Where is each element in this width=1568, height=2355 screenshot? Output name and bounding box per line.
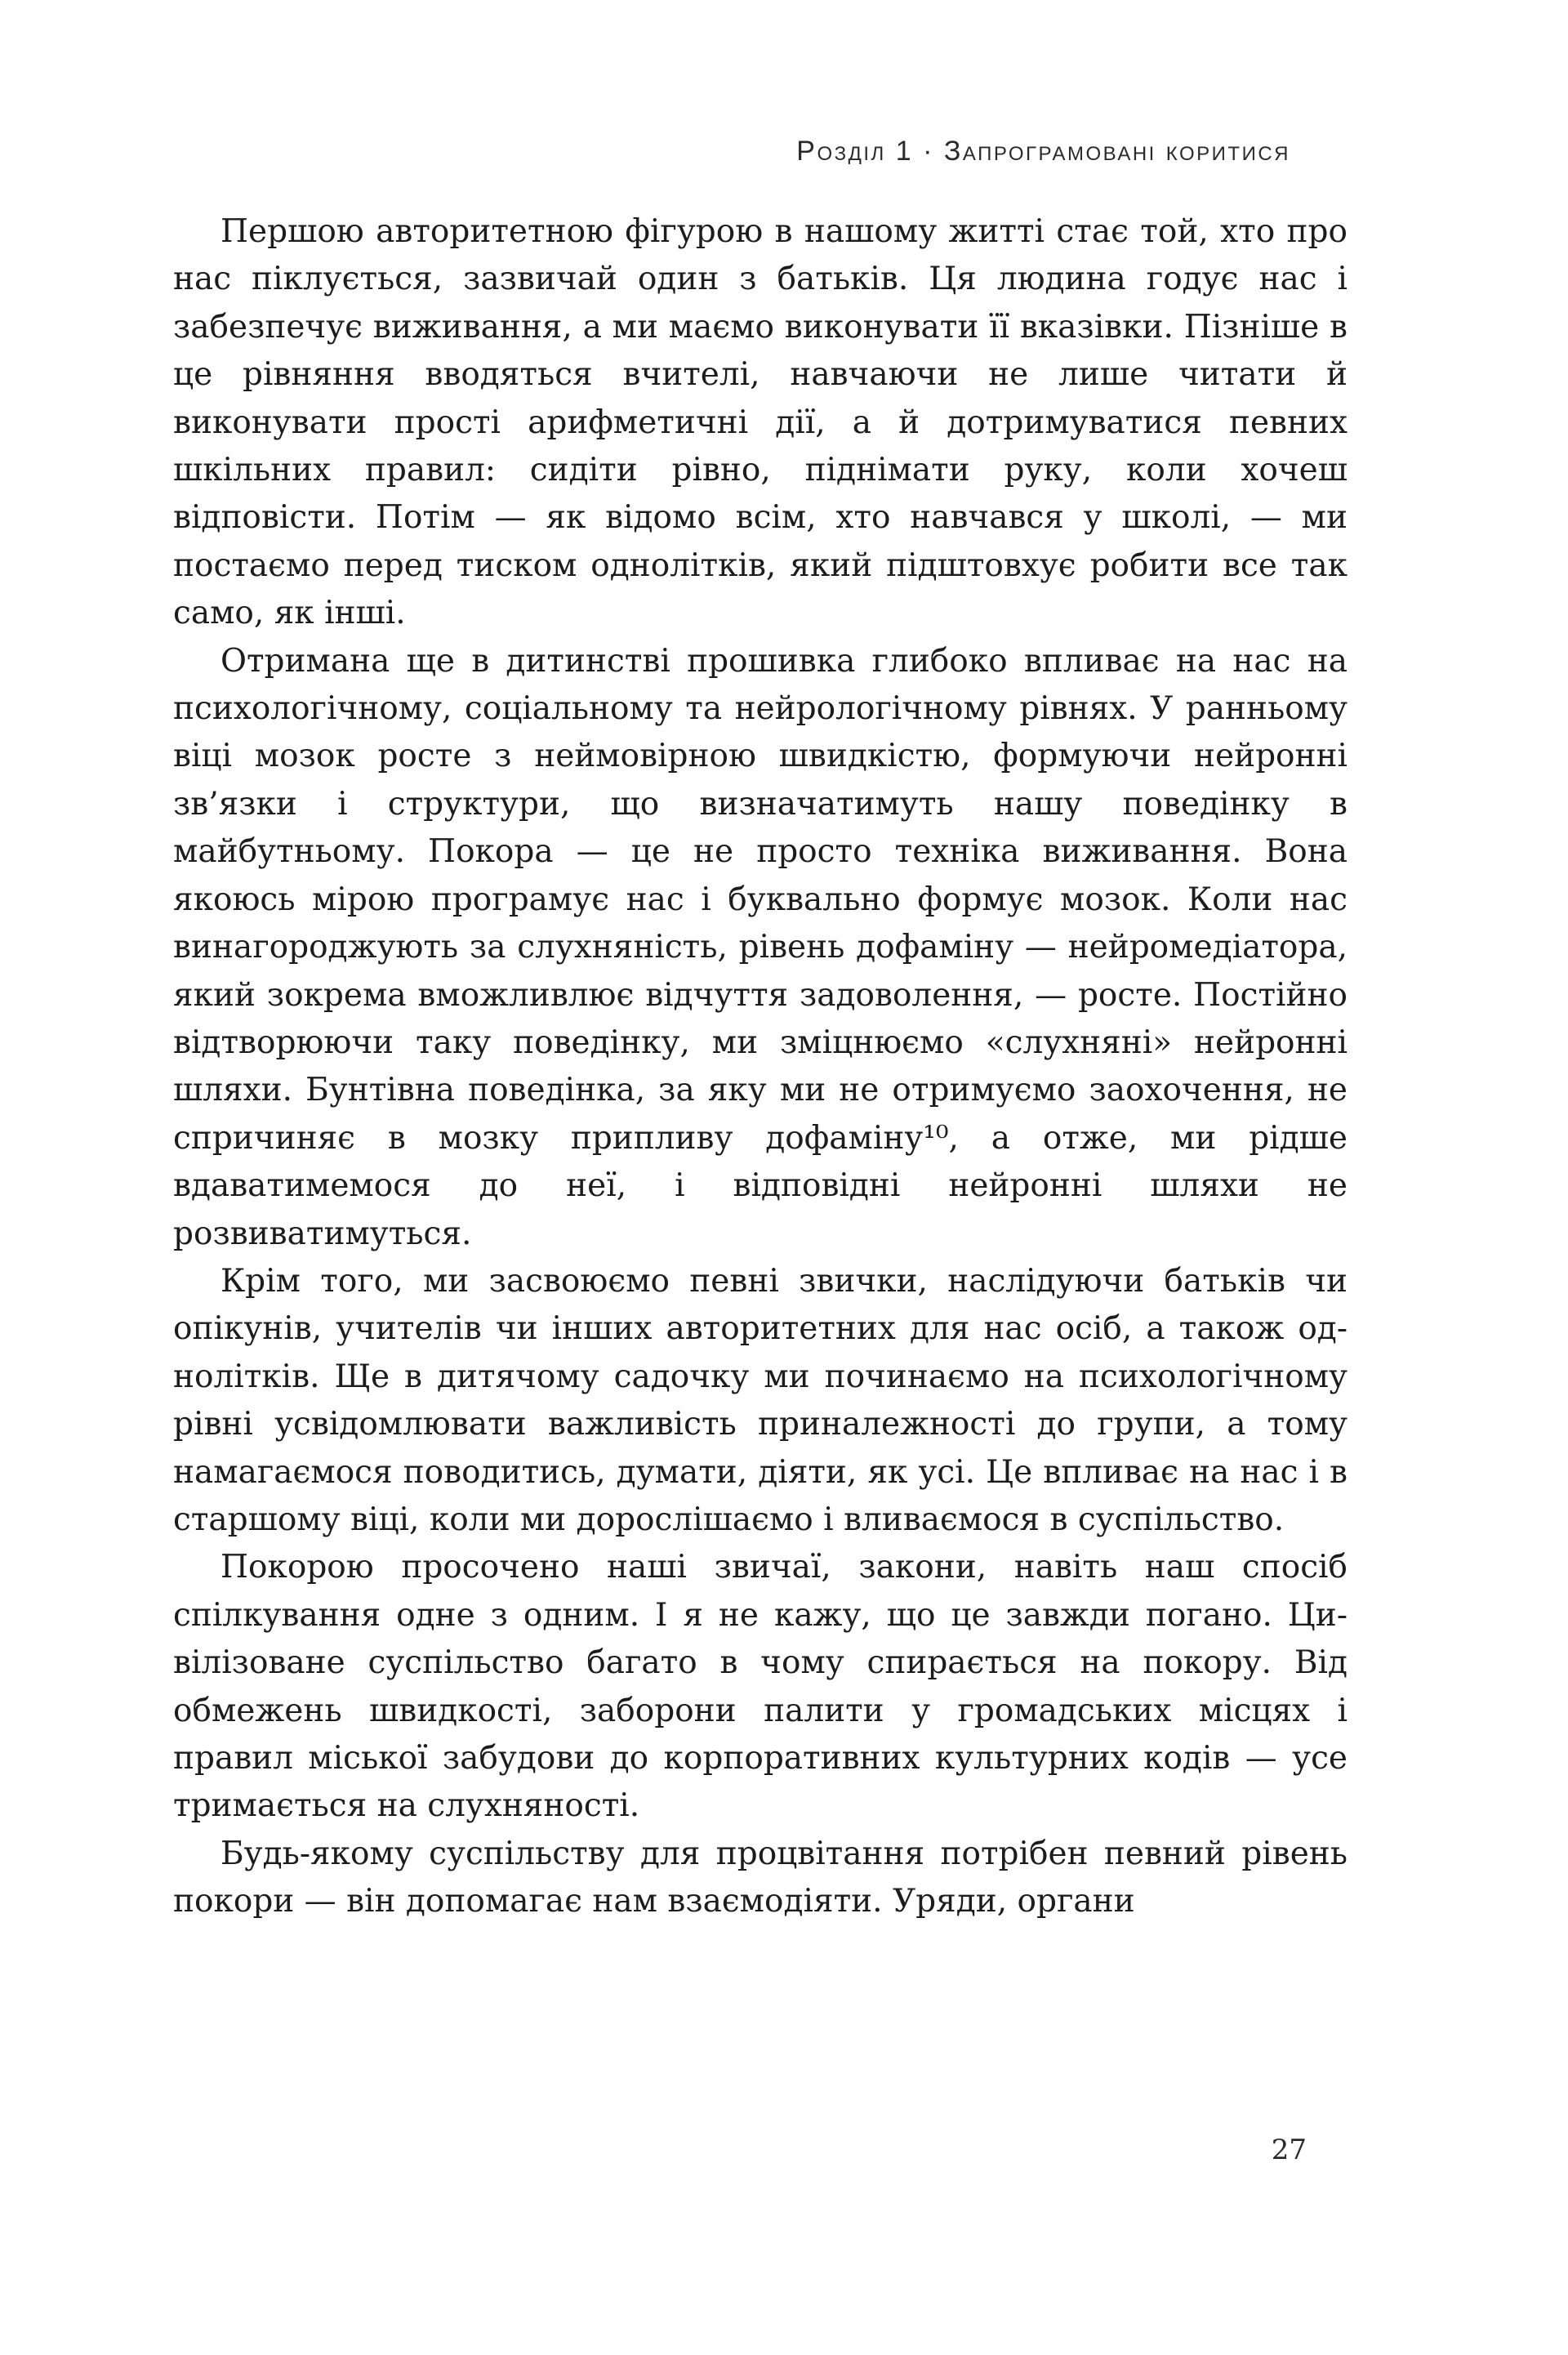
- running-header: Розділ 1 · Запрограмовані коритися: [796, 136, 1290, 167]
- paragraph: Покорою просочено наші звичаї, закони, навіть наш спосіб спілкування одне з одним. І я не кажу, що це завжди погано. Цивілізоване суспільство багато в чому спирається на покору. Від обмежень швидкості, заборони палити у громадських місцях і правил міської забудови до корпоративних культурних кодів — усе тримається на слухняності.: [173, 1549, 1348, 1825]
- body-text: [173, 208, 1348, 1926]
- paragraph: Крім того, ми засвоюємо певні звички, наслідуючи батьків чи опікунів, учителів чи інших авторитетних для нас осіб, а також однолітків. Ще в дитячому садочку ми починаємо на психологічному рівні усвідомлювати важливість приналежності до групи, а тому намагаємося поводитись, думати, діяти, як усі. Це впливає на нас і в старшому віці, коли ми дорослішаємо і вливаємося в суспільство.: [173, 1262, 1348, 1538]
- paragraph: Першою авторитетною фігурою в нашому житті стає той, хто про нас піклується, зазвичай один з батьків. Ця людина годує нас і забезпечує виживання, а ми маємо виконувати її вказівки. Пізніше в це рівняння вводяться вчителі, навчаючи не лише читати й виконувати прості арифметичні дії, а й дотримуватися певних шкільних правил: сидіти рівно, піднімати руку, коли хочеш відповісти. Потім — як відомо всім, хто навчався у школі, — ми постаємо перед тиском однолітків, який підштовхує робити все так само, як інші.: [173, 213, 1348, 632]
- page-number: 27: [1271, 2134, 1307, 2166]
- paragraph: Будь-якому суспільству для процвітання потрібен певний рівень покори — він допомагає нам взаємодіяти. Уряди, органи: [173, 1835, 1348, 1920]
- paragraph: Отримана ще в дитинстві прошивка глибоко впливає на нас на психологічному, соціальному та нейрологічному рівнях. У ранньому віці мозок росте з неймовірною швидкістю, формуючи нейронні зв’язки і структури, що визначатимуть нашу поведінку в майбутньому. Покора — це не просто техніка виживання. Вона якоюсь мірою програмує нас і буквально формує мозок. Коли нас винагороджують за слухняність, рівень дофаміну — нейромедіатора, який зокрема вможливлює відчуття задоволення, — росте. Постійно відтворюючи таку поведінку, ми зміцнюємо «слухняні» нейронні шляхи. Бунтівна поведінка, за яку ми не отримуємо заохочення, не спричиняє в мозку припливу дофаміну¹⁰, а отже, ми рідше вдаватимемося до неї, і відповідні нейронні шляхи не розвиватимуться.: [173, 642, 1348, 1252]
